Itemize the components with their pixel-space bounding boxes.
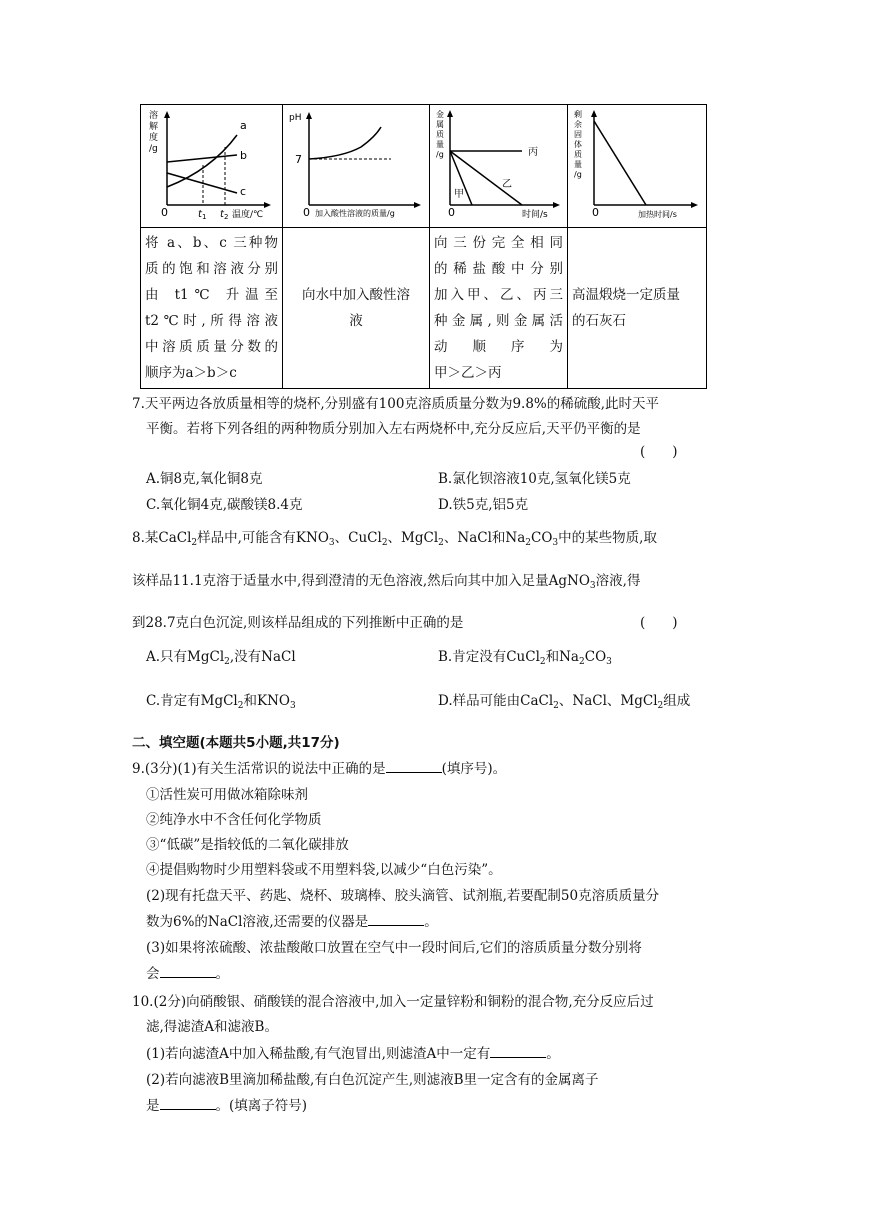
g4-origin: 0 <box>592 206 599 219</box>
g1-label-b: b <box>240 149 247 162</box>
q9-part3-line1: (3)如果将浓硫酸、浓盐酸敞口放置在空气中一段时间后,它们的溶质质量分数分别将 <box>146 940 642 956</box>
q9-part2-line2: 数为6%的NaCl溶液,还需要的仪器是 。 <box>146 914 438 930</box>
g1-ylabel-2: 度 <box>149 133 159 143</box>
residue-mass-graph <box>568 105 706 223</box>
g1-label-a: a <box>240 119 247 132</box>
g2-origin: 0 <box>303 206 310 219</box>
g4-ylabel-4: 质 <box>574 150 582 159</box>
q7-option-a: A.铜8克,氧化铜8克 <box>146 471 263 487</box>
g1-t1: t <box>198 209 202 220</box>
c3-line-5: 甲＞乙＞丙 <box>434 365 502 381</box>
c1-line-3: t2℃时,所得溶液 <box>145 313 278 329</box>
q7-line2: 平衡。若将下列各组的两种物质分别加入左右两烧杯中,充分反应后,天平仍平衡的是 <box>146 421 641 437</box>
q9-option-4: ④提倡购物时少用塑料袋或不用塑料袋,以减少“白色污染”。 <box>146 862 502 878</box>
q10-part1: (1)若向滤渣A中加入稀盐酸,有气泡冒出,则滤渣A中一定有 。 <box>146 1046 560 1062</box>
q10-line2: 滤,得滤渣A和滤液B。 <box>146 1019 278 1035</box>
g3-label-jia: 甲 <box>454 189 464 200</box>
g3-label-bing: 丙 <box>528 147 538 158</box>
g2-curve <box>309 127 381 159</box>
cell-text-1 <box>141 228 283 389</box>
g1-ylabel-3: /g <box>149 144 158 154</box>
g1-ylabel-1: 解 <box>149 122 159 132</box>
c1-line-2: 由 t1℃ 升温至 <box>145 287 278 303</box>
g3-ylabel-3: 量 <box>436 140 444 149</box>
q9-part2-line1: (2)现有托盘天平、药匙、烧杯、玻璃棒、胶头滴管、试剂瓶,若要配制50克溶质质量分 <box>146 888 660 904</box>
g3-ylabel-4: /g <box>436 150 444 159</box>
q9-part3-line2: 会 。 <box>146 966 229 982</box>
q10-line1: 10.(2分)向硝酸银、硝酸镁的混合溶液中,加入一定量锌粉和铜粉的混合物,充分反应后过 <box>132 994 654 1010</box>
q7-option-b: B.氯化钡溶液10克,氢氧化镁5克 <box>438 471 631 487</box>
c2-line-0: 向水中加入酸性溶 <box>302 287 410 303</box>
c3-line-1: 的稀盐酸中分别 <box>434 261 563 277</box>
graph-cell-residue <box>568 105 707 228</box>
q8-option-c: C.肯定有MgCl$_2$和$KNO_3$ <box>146 693 296 711</box>
g4-ylabel-6: /g <box>574 170 582 179</box>
c1-line-1: 质的饱和溶液分别 <box>145 261 278 277</box>
g2-ylabel: pH <box>289 113 302 123</box>
g2-y7: 7 <box>295 153 302 166</box>
c1-line-4: 中溶质质量分数的 <box>145 339 278 355</box>
q8-option-d: D.样品可能由CaCl$_2$、NaCl、MgCl$_2$组成 <box>438 693 691 711</box>
g3-origin: 0 <box>448 206 455 219</box>
q9-option-2: ②纯净水中不含任何化学物质 <box>146 812 322 828</box>
g4-xlabel: 加热时间/s <box>638 210 677 219</box>
cell-text-4 <box>568 228 707 389</box>
q9-blank-1[interactable] <box>386 760 442 773</box>
g1-t2-sub: 2 <box>224 213 229 221</box>
graph-cell-metal <box>430 105 568 228</box>
cell-text-3 <box>430 228 568 389</box>
g1-origin: 0 <box>161 206 168 219</box>
q9-option-1: ①活性炭可用做冰箱除味剂 <box>146 787 308 803</box>
g1-ylabel-0: 溶 <box>149 111 159 121</box>
c4-line-0: 高温煅烧一定质量 <box>572 287 680 303</box>
q8-option-a: A.只有MgCl$_2$,没有NaCl <box>146 649 296 667</box>
ph-graph <box>283 105 429 223</box>
c2-line-1: 液 <box>349 313 363 329</box>
section-2-heading: 二、填空题(本题共5小题,共17分) <box>132 735 340 751</box>
g3-xlabel: 时间/s <box>522 210 548 220</box>
q7-option-c: C.氧化铜4克,碳酸镁8.4克 <box>146 497 303 513</box>
q10-part2-line2: 是 。(填离子符号) <box>146 1098 308 1114</box>
g3-ylabel-2: 质 <box>436 130 444 139</box>
q10-blank-1[interactable] <box>490 1045 546 1058</box>
q8-paren: ( ) <box>640 615 678 631</box>
g4-ylabel-0: 剩 <box>574 110 582 119</box>
g1-t1-sub: 1 <box>202 213 207 221</box>
g4-ylabel-5: 量 <box>574 160 582 169</box>
c3-line-3: 种金属,则金属活 <box>434 313 563 329</box>
graph-cell-ph <box>283 105 430 228</box>
c3-line-2: 加入甲、乙、丙三 <box>434 287 563 303</box>
graph-table <box>140 104 707 389</box>
g1-t2: t <box>220 209 224 220</box>
g4-ylabel-3: 体 <box>574 140 582 149</box>
c1-line-0: 将 a、b、c 三种物 <box>145 235 278 251</box>
cell-text-2 <box>283 228 430 389</box>
g3-ylabel-1: 属 <box>436 120 444 129</box>
solubility-graph <box>141 105 282 223</box>
q7-paren: ( ) <box>640 444 678 460</box>
q8-line2: 该样品11.1克溶于适量水中,得到澄清的无色溶液,然后向其中加入足量AgNO$_3$溶液,得 <box>132 573 641 591</box>
g4-line <box>594 121 646 205</box>
c3-line-4: 动 顺 序 为 <box>434 339 563 355</box>
g4-ylabel-1: 余 <box>574 120 582 129</box>
q8-line3: 到28.7克白色沉淀,则该样品组成的下列推断中正确的是 <box>132 615 464 631</box>
c3-line-0: 向三份完全相同 <box>434 235 563 251</box>
q8-line1: 8.某CaCl$_2$样品中,可能含有$KNO_3$、CuCl$_2$、MgCl$_2$、NaCl和$Na_2CO_3$中的某些物质,取 <box>132 530 657 548</box>
c1-line-5: 顺序为a＞b＞c <box>145 365 237 381</box>
q9-line1: 9.(3分)(1)有关生活常识的说法中正确的是 (填序号)。 <box>132 761 507 777</box>
g2-xlabel: 加入酸性溶液的质量/g <box>315 209 395 218</box>
q9-blank-3[interactable] <box>160 965 216 978</box>
q7-line1: 7.天平两边各放质量相等的烧杯,分别盛有100克溶质质量分数为9.8%的稀硫酸,此时天平 <box>132 396 660 412</box>
g1-curve-b <box>167 155 237 162</box>
g3-ylabel-0: 金 <box>436 110 444 119</box>
g1-label-c: c <box>240 185 247 198</box>
q10-part2-line1: (2)若向滤液B里滴加稀盐酸,有白色沉淀产生,则滤液B里一定含有的金属离子 <box>146 1072 599 1088</box>
q9-blank-2[interactable] <box>368 913 424 926</box>
graph-cell-solubility <box>141 105 283 228</box>
q8-option-b: B.肯定没有CuCl$_2$和$Na_2CO_3$ <box>438 649 612 667</box>
g4-ylabel-2: 固 <box>574 130 582 139</box>
metal-mass-graph <box>430 105 567 223</box>
c4-line-1: 的石灰石 <box>572 313 626 329</box>
q9-option-3: ③“低碳”是指较低的二氧化碳排放 <box>146 837 349 853</box>
q7-option-d: D.铁5克,铝5克 <box>438 497 529 513</box>
g3-label-yi: 乙 <box>502 179 512 190</box>
g1-xlabel: 温度/℃ <box>232 210 264 220</box>
q10-blank-2[interactable] <box>160 1097 216 1110</box>
